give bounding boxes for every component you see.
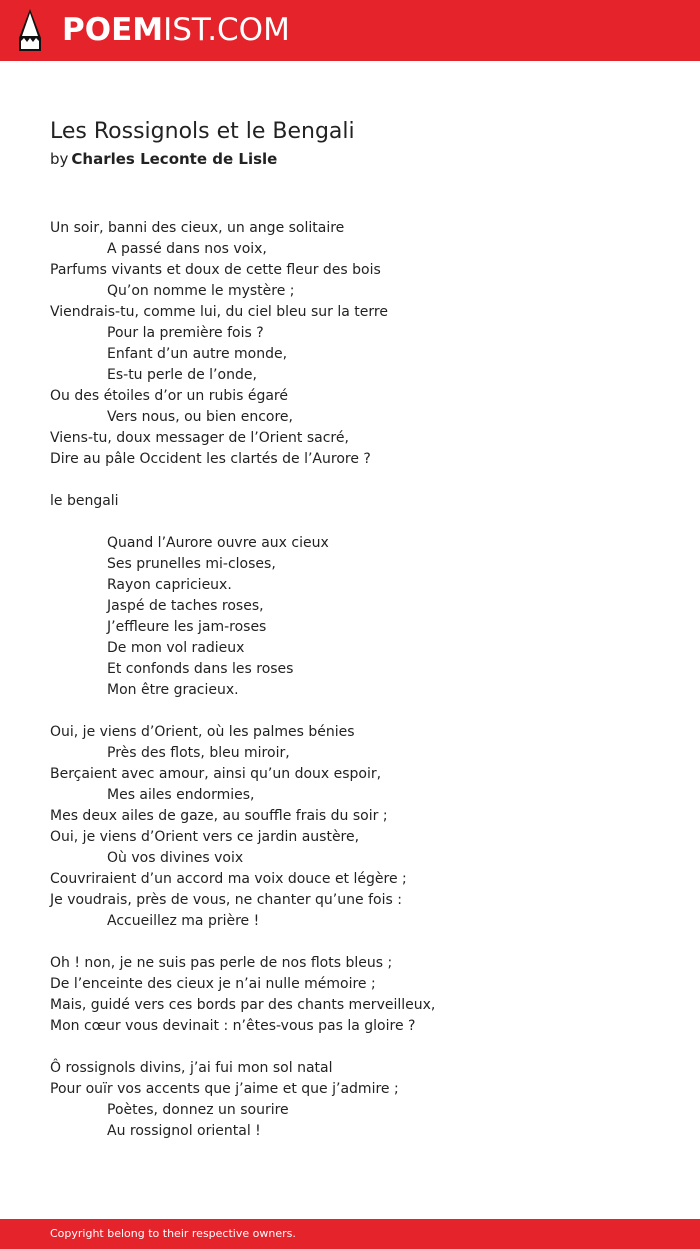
byline-prefix: by xyxy=(50,150,69,168)
poem-line: Et confonds dans les roses xyxy=(107,661,294,677)
stanza-break xyxy=(50,512,650,533)
stanza-break xyxy=(50,701,650,722)
logo-light-text: IST.COM xyxy=(163,12,290,48)
poem-line: Ses prunelles mi-closes, xyxy=(107,556,276,572)
poem-line: J’effleure les jam-roses xyxy=(107,619,267,635)
stanza-break xyxy=(50,1037,650,1058)
poem-line: Viens-tu, doux messager de l’Orient sacré, xyxy=(50,430,349,446)
poem-line: Dire au pâle Occident les clartés de l’Aurore ? xyxy=(50,451,371,467)
poem-line: Mes deux ailes de gaze, au souffle frais du soir ; xyxy=(50,808,388,824)
poem-line: Jaspé de taches roses, xyxy=(107,598,264,614)
poem-line: A passé dans nos voix, xyxy=(107,241,267,257)
pen-nib-logo-icon[interactable] xyxy=(18,8,42,52)
poem-line: De l’enceinte des cieux je n’ai nulle mémoire ; xyxy=(50,976,376,992)
stanza-break xyxy=(50,932,650,953)
poem-line: Ô rossignols divins, j’ai fui mon sol natal xyxy=(50,1060,333,1076)
poem-line: Poètes, donnez un sourire xyxy=(107,1102,289,1118)
poem-line: Quand l’Aurore ouvre aux cieux xyxy=(107,535,329,551)
poem-line: Oui, je viens d’Orient vers ce jardin austère, xyxy=(50,829,360,845)
site-footer-bar xyxy=(0,1219,700,1249)
poem-title: Les Rossignols et le Bengali xyxy=(50,119,355,144)
site-header-bar xyxy=(0,0,700,61)
poem-line: Je voudrais, près de vous, ne chanter qu’une fois : xyxy=(50,892,402,908)
poem-line: Oh ! non, je ne suis pas perle de nos flots bleus ; xyxy=(50,955,393,971)
poem-line: Mon être gracieux. xyxy=(107,682,239,698)
poem-line: Mon cœur vous devinait : n’êtes-vous pas la gloire ? xyxy=(50,1018,416,1034)
logo-bold-text: POEM xyxy=(62,12,164,48)
poem-line: Couvriraient d’un accord ma voix douce et légère ; xyxy=(50,871,407,887)
poem-line: Mais, guidé vers ces bords par des chants merveilleux, xyxy=(50,997,436,1013)
stanza-break xyxy=(50,470,650,491)
poem-line: Oui, je viens d’Orient, où les palmes bénies xyxy=(50,724,355,740)
poem-line: le bengali xyxy=(50,493,119,509)
poem-line: Au rossignol oriental ! xyxy=(107,1123,261,1139)
poem-line: Un soir, banni des cieux, un ange solitaire xyxy=(50,220,345,236)
site-logo-wordmark[interactable] xyxy=(62,11,290,49)
poem-line: Es-tu perle de l’onde, xyxy=(107,367,257,383)
poem-line: Accueillez ma prière ! xyxy=(107,913,260,929)
poem-line: Pour ouïr vos accents que j’aime et que j’admire ; xyxy=(50,1081,399,1097)
poem-author: Charles Leconte de Lisle xyxy=(71,150,278,168)
poem-line: Ou des étoiles d’or un rubis égaré xyxy=(50,388,288,404)
poem-line: Vers nous, ou bien encore, xyxy=(107,409,293,425)
poem-line: Rayon capricieux. xyxy=(107,577,232,593)
poem-line: Où vos divines voix xyxy=(107,850,244,866)
poem-line: Mes ailes endormies, xyxy=(107,787,255,803)
poem-line: De mon vol radieux xyxy=(107,640,245,656)
poem-line: Viendrais-tu, comme lui, du ciel bleu sur la terre xyxy=(50,304,388,320)
poem-line: Berçaient avec amour, ainsi qu’un doux espoir, xyxy=(50,766,382,782)
poem-line: Parfums vivants et doux de cette fleur des bois xyxy=(50,262,381,278)
poem-line: Près des flots, bleu miroir, xyxy=(107,745,290,761)
poem-line: Pour la première fois ? xyxy=(107,325,264,341)
poem-line: Enfant d’un autre monde, xyxy=(107,346,288,362)
copyright-notice: Copyright belong to their respective owners. xyxy=(50,1227,296,1240)
poem-byline xyxy=(50,148,277,170)
poem-body xyxy=(50,218,650,1142)
poem-line: Qu’on nomme le mystère ; xyxy=(107,283,295,299)
